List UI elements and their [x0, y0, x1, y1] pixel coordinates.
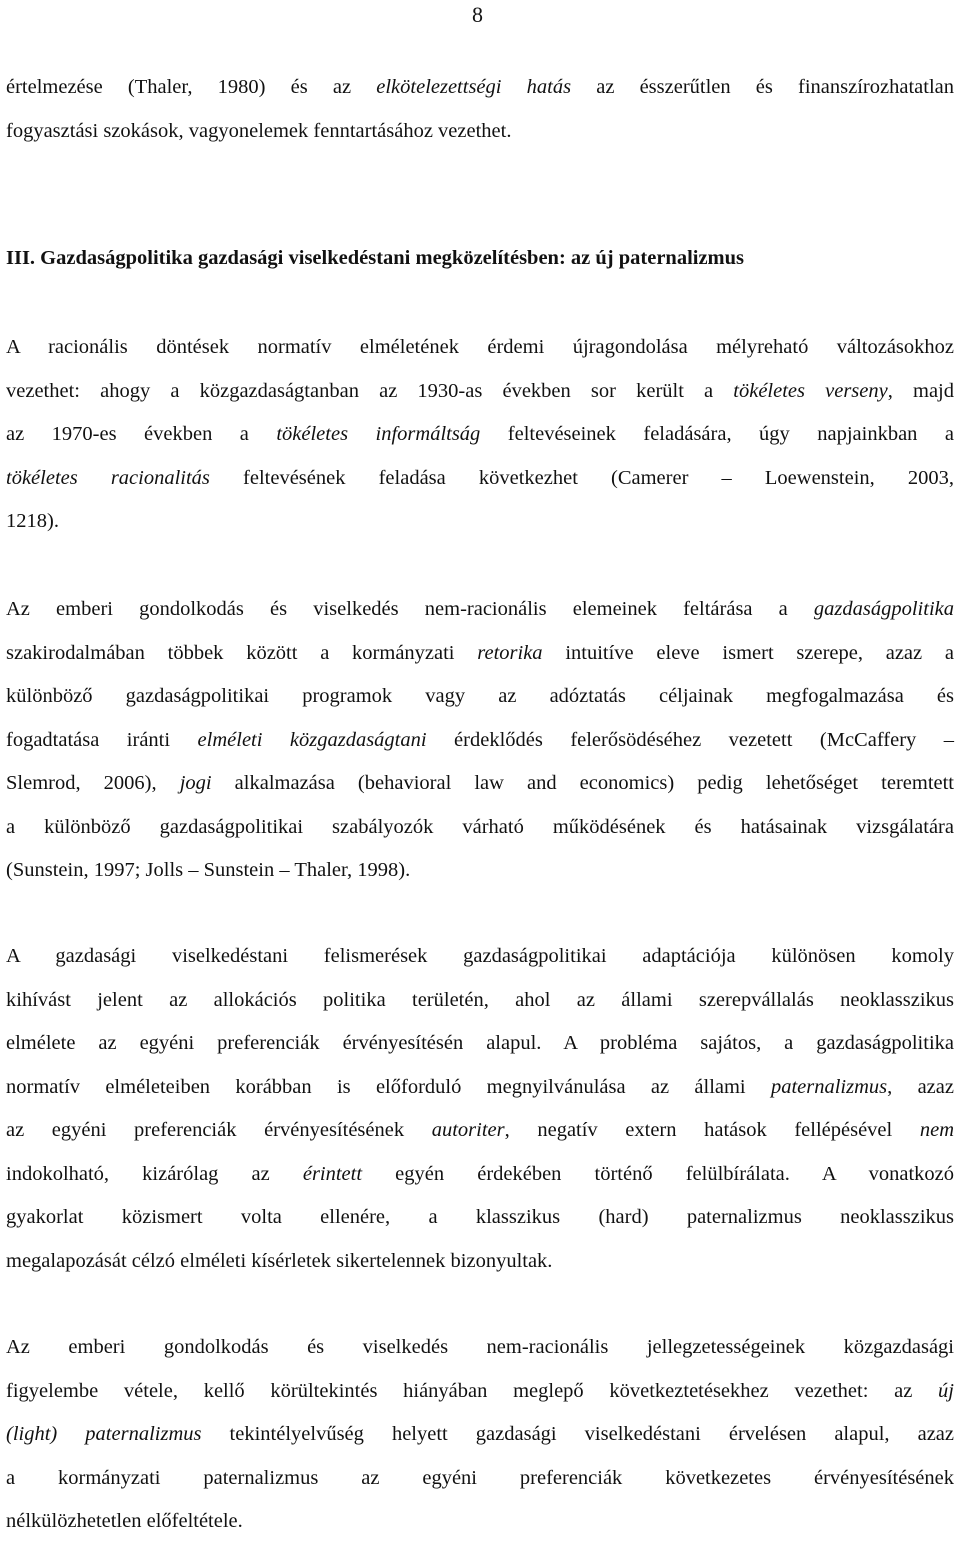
text-line: normatív elméleteiben korábban is előforduló megnyilvánulása az állami paternalizmus, azaz: [6, 1075, 954, 1098]
text-line: (light) paternalizmus tekintélyelvűség helyett gazdasági viselkedéstani érvelésen alapul, azaz: [6, 1423, 955, 1445]
text-line: a különböző gazdaságpolitikai szabályozók várható működésének és hatásainak vizsgálatára: [6, 815, 954, 838]
text-line: különböző gazdaságpolitikai programok vagy az adóztatás céljainak megfogalmazása és: [6, 685, 954, 707]
text-line: értelmezése (Thaler, 1980) és az elkötelezettségi hatás az ésszerűtlen és finanszírozhatatlan: [6, 76, 954, 98]
section-heading: III. Gazdaságpolitika gazdasági viselkedéstani megközelítésben: az új paternalizmus: [6, 247, 745, 269]
paragraph-intro-continuation: [6, 66, 954, 153]
text-line: elmélete az egyéni preferenciák érvényesítésén alapul. A probléma sajátos, a gazdaságpolitika: [6, 1032, 954, 1054]
text-line: Az emberi gondolkodás és viselkedés nem-racionális jellegzetességeinek közgazdasági: [6, 1336, 954, 1358]
paragraph-rational-decisions: [6, 326, 954, 544]
text-line: figyelembe vétele, kellő körültekintés hiányában meglepő következtetésekhez vezethet: az új: [6, 1379, 954, 1402]
text-line: szakirodalmában többek között a kormányzati retorika intuitíve eleve ismert szerepe, azaz a: [6, 641, 954, 664]
text-line: vezethet: ahogy a közgazdaságtanban az 1930-as években sor került a tökéletes verseny, majd: [6, 379, 954, 402]
text-line: 1218).: [6, 510, 59, 532]
text-line: A racionális döntések normatív elméletének érdemi újragondolása mélyreható változásokhoz: [6, 336, 954, 358]
text-line: Slemrod, 2006), jogi alkalmazása (behavioral law and economics) pedig lehetőséget teremtett: [6, 772, 955, 794]
paragraph-new-paternalism: [6, 1326, 954, 1544]
text-line: Az emberi gondolkodás és viselkedés nem-racionális elemeinek feltárása a gazdaságpolitika: [6, 598, 954, 620]
text-line: (Sunstein, 1997; Jolls – Sunstein – Thaler, 1998).: [6, 859, 411, 881]
text-line: fogyasztási szokások, vagyonelemek fenntartásához vezethet.: [6, 119, 512, 142]
text-line: A gazdasági viselkedéstani felismerések gazdaságpolitikai adaptációja különösen komoly: [6, 945, 954, 967]
paragraph-nonrational-elements: [6, 588, 954, 893]
page-number: 8: [472, 2, 483, 27]
text-line: gyakorlat közismert volta ellenére, a klasszikus (hard) paternalizmus neoklasszikus: [6, 1206, 954, 1228]
paragraph-policy-adaptation: [6, 935, 954, 1283]
text-line: megalapozását célzó elméleti kísérletek sikertelennek bizonyultak.: [6, 1249, 553, 1272]
text-line: a kormányzati paternalizmus az egyéni preferenciák következetes érvényesítésének: [6, 1466, 954, 1489]
text-line: nélkülözhetetlen előfeltétele.: [6, 1510, 243, 1532]
text-line: az egyéni preferenciák érvényesítésének autoriter, negatív extern hatások fellépésével nem: [6, 1119, 954, 1141]
text-line: fogadtatása iránti elméleti közgazdaságtani érdeklődés felerősödéséhez vezetett (McCaffery –: [6, 728, 954, 751]
text-line: indokolható, kizárólag az érintett egyén érdekében történő felülbírálata. A vonatkozó: [6, 1162, 955, 1185]
text-line: tökéletes racionalitás feltevésének feladása következhet (Camerer – Loewenstein, 2003,: [6, 466, 955, 489]
text-line: kihívást jelent az allokációs politika területén, ahol az állami szerepvállalás neoklasszikus: [6, 988, 954, 1011]
text-line: az 1970-es években a tökéletes informáltság feltevéseinek feladására, úgy napjainkban a: [6, 423, 954, 445]
